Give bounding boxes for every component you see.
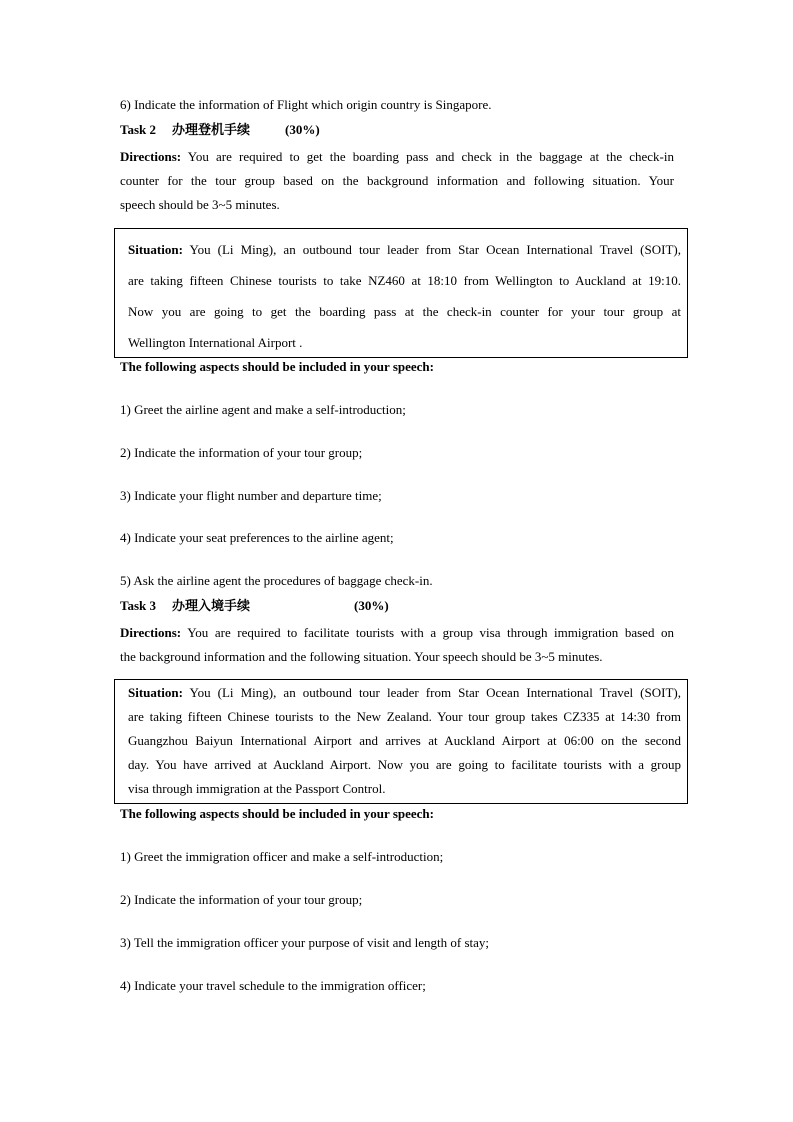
task2-number: Task 2	[120, 122, 157, 137]
task3-situation-line-1	[128, 685, 681, 701]
task2-situation-line-1	[128, 242, 681, 258]
task2-directions-text-1: You are required to get the boarding pass and check in the baggage at the check-in	[187, 149, 674, 164]
task3-situation-text-1: You (Li Ming), an outbound tour leader from Star Ocean International Travel (SOIT),	[189, 685, 681, 700]
task2-situation-label: Situation:	[128, 242, 183, 257]
task2-aspects-heading: The following aspects should be included in your speech:	[120, 359, 434, 374]
task2-directions-label: Directions:	[120, 149, 182, 164]
task2-item-1: 1) Greet the airline agent and make a self-introduction;	[120, 402, 406, 417]
task3-situation-line-4: day. You have arrived at Auckland Airport. Now you are going to facilitate tourists with a group	[128, 757, 681, 772]
task3-item-4: 4) Indicate your travel schedule to the immigration officer;	[120, 978, 426, 993]
task2-situation-line-3: Now you are going to get the boarding pass at the check-in counter for your tour group at	[128, 304, 681, 319]
task3-item-1: 1) Greet the immigration officer and make a self-introduction;	[120, 849, 444, 864]
task3-directions-text-1: You are required to facilitate tourists with a group visa through immigration based on	[187, 625, 674, 640]
task2-percent: (30%)	[285, 122, 320, 137]
task3-aspects-heading: The following aspects should be included in your speech:	[120, 806, 434, 821]
task2-situation-line-2: are taking fifteen Chinese tourists to take NZ460 at 18:10 from Wellington to Auckland at 19:10.	[128, 273, 681, 288]
task3-situation-line-5: visa through immigration at the Passport Control.	[128, 781, 386, 796]
task2-directions-line-2: counter for the tour group based on the background information and following situation. Your	[120, 173, 674, 188]
task3-heading	[120, 598, 389, 614]
task3-situation-line-3: Guangzhou Baiyun International Airport and arrives at Auckland Airport at 06:00 on the second	[128, 733, 681, 748]
task3-situation-line-2: are taking fifteen Chinese tourists to the New Zealand. Your tour group takes CZ335 at 14:30 from	[128, 709, 681, 724]
task2-item-3: 3) Indicate your flight number and departure time;	[120, 488, 382, 503]
task2-directions-line-1	[120, 149, 674, 165]
task2-directions-line-3: speech should be 3~5 minutes.	[120, 197, 280, 212]
task2-title: 办理登机手续	[172, 122, 251, 137]
task2-situation-box	[114, 228, 688, 358]
task3-directions-label: Directions:	[120, 625, 182, 640]
task3-directions-line-1	[120, 625, 674, 641]
task2-item-2: 2) Indicate the information of your tour group;	[120, 445, 363, 460]
task1-item-6: 6) Indicate the information of Flight which origin country is Singapore.	[120, 97, 492, 112]
task3-item-3: 3) Tell the immigration officer your purpose of visit and length of stay;	[120, 935, 490, 950]
task3-number: Task 3	[120, 598, 157, 613]
task2-situation-line-4: Wellington International Airport .	[128, 335, 303, 350]
task2-heading	[120, 122, 320, 138]
task2-item-4: 4) Indicate your seat preferences to the airline agent;	[120, 530, 394, 545]
task3-item-2: 2) Indicate the information of your tour group;	[120, 892, 363, 907]
task3-percent: (30%)	[354, 598, 389, 613]
task3-title: 办理入境手续	[172, 598, 251, 613]
task2-situation-text-1: You (Li Ming), an outbound tour leader from Star Ocean International Travel (SOIT),	[189, 242, 681, 257]
task2-item-5: 5) Ask the airline agent the procedures of baggage check-in.	[120, 573, 433, 588]
task3-directions-line-2: the background information and the following situation. Your speech should be 3~5 minutes.	[120, 649, 603, 664]
task3-situation-box	[114, 679, 688, 804]
task3-situation-label: Situation:	[128, 685, 183, 700]
